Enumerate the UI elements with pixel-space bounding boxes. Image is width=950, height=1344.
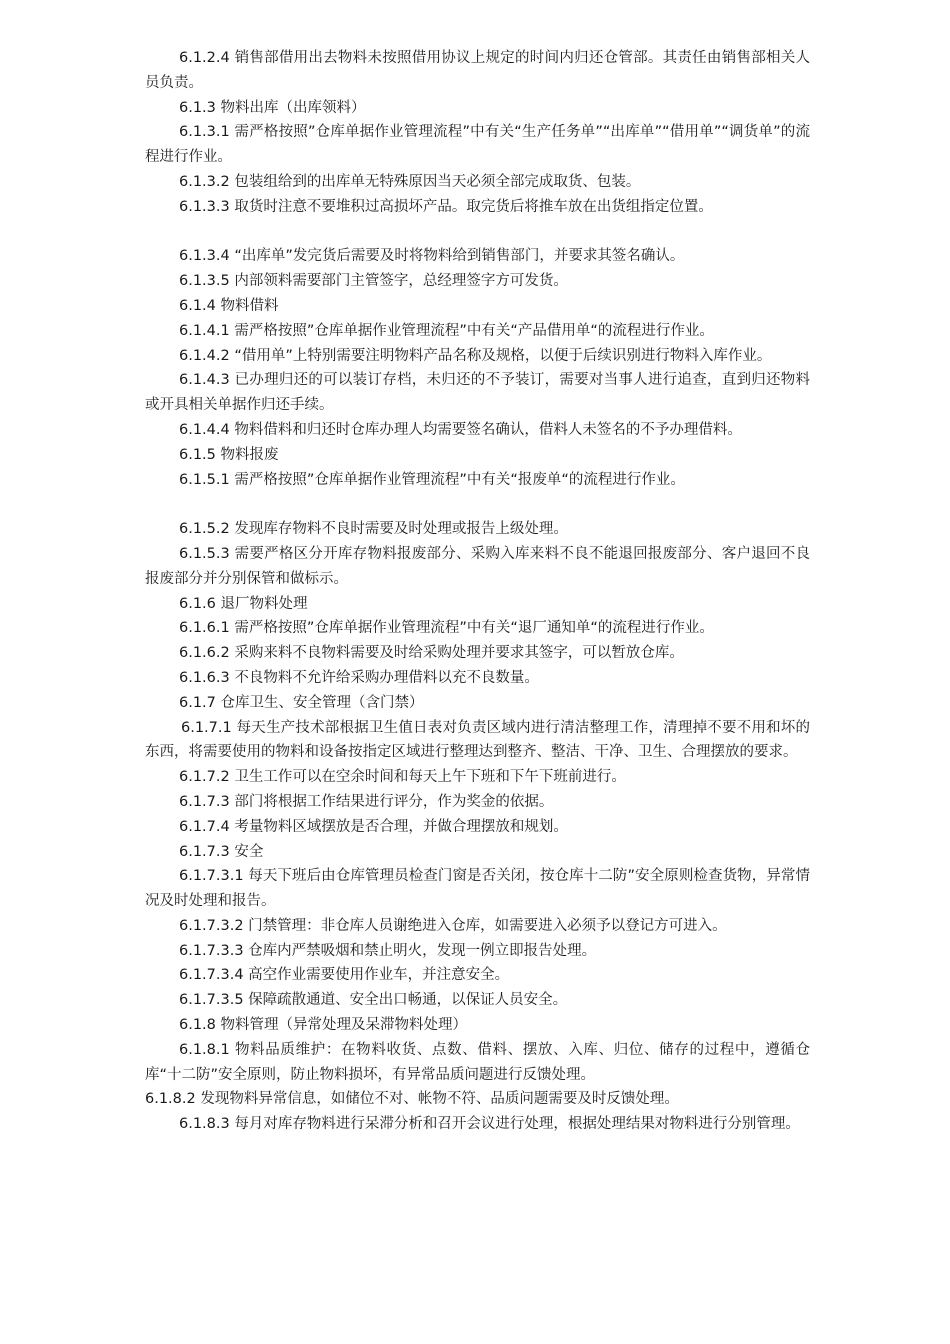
paragraph-6-1-6-2: 6.1.6.2 采购来料不良物料需要及时给采购处理并要求其签字，可以暂放仓库。: [179, 645, 684, 662]
section-heading-6-1-3: 6.1.3 物料出库（出库领料）: [179, 99, 366, 116]
section-heading-6-1-5: 6.1.5 物料报废: [179, 446, 279, 463]
paragraph-6-1-8-1: 6.1.8.1 物料品质维护：在物料收货、点数、借料、摆放、入库、归位、储存的过程中，遵循仓库“十二防”安全原则，防止物料损坏，有异常品质问题进行反馈处理。: [145, 1041, 810, 1083]
paragraph-6-1-5-1: 6.1.5.1 需严格按照”仓库单据作业管理流程”中有关“报废单“的流程进行作业。: [179, 471, 685, 488]
paragraph-6-1-3-3: 6.1.3.3 取货时注意不要堆积过高损坏产品。取完货后将推车放在出货组指定位置。: [179, 198, 713, 215]
paragraph-6-1-7-1: 6.1.7.1 每天生产技术部根据卫生值日表对负责区域内进行清洁整理工作，清理掉不要不用和坏的东西，将需要使用的物料和设备按指定区域进行整理达到整齐、整洁、干净、卫生、合理摆放的要求。: [145, 719, 810, 761]
paragraph-6-1-4-1: 6.1.4.1 需严格按照”仓库单据作业管理流程”中有关“产品借用单“的流程进行作业。: [179, 322, 714, 339]
section-heading-6-1-7: 6.1.7 仓库卫生、安全管理（含门禁）: [179, 694, 424, 711]
paragraph-6-1-2-4: 6.1.2.4 销售部借用出去物料未按照借用协议上规定的时间内归还仓管部。其责任由销售部相关人员负责。: [145, 50, 810, 91]
paragraph-6-1-4-2: 6.1.4.2 “借用单”上特别需要注明物料产品名称及规格，以便于后续识别进行物料入库作业。: [179, 347, 772, 364]
paragraph-6-1-3-2: 6.1.3.2 包装组给到的出库单无特殊原因当天必须全部完成取货、包装。: [179, 173, 641, 190]
paragraph-6-1-5-3: 6.1.5.3 需要严格区分开库存物料报废部分、采购入库来料不良不能退回报废部分、客户退回不良报废部分并分别保管和做标示。: [145, 545, 810, 587]
paragraph-6-1-7-3-4: 6.1.7.3.4 高空作业需要使用作业车，并注意安全。: [179, 967, 510, 984]
paragraph-6-1-6-3: 6.1.6.3 不良物料不允许给采购办理借料以充不良数量。: [179, 669, 539, 686]
document-page: [145, 46, 810, 1137]
paragraph-6-1-7-4: 6.1.7.4 考量物料区域摆放是否合理，并做合理摆放和规划。: [179, 818, 568, 835]
paragraph-6-1-7-3-evaluation: 6.1.7.3 部门将根据工作结果进行评分，作为奖金的依据。: [179, 793, 554, 810]
paragraph-6-1-3-4: 6.1.3.4 “出库单”发完货后需要及时将物料给到销售部门，并要求其签名确认。: [179, 248, 685, 265]
paragraph-6-1-4-3: 6.1.4.3 已办理归还的可以装订存档，未归还的不予装订，需要对当事人进行追查，直到归还物料或开具相关单据作归还手续。: [145, 372, 810, 414]
paragraph-6-1-7-3-3: 6.1.7.3.3 仓库内严禁吸烟和禁止明火，发现一例立即报告处理。: [179, 942, 597, 959]
section-heading-6-1-7-3-safety: 6.1.7.3 安全: [179, 843, 264, 860]
paragraph-6-1-7-3-5: 6.1.7.3.5 保障疏散通道、安全出口畅通，以保证人员安全。: [179, 992, 568, 1009]
paragraph-6-1-7-3-1: 6.1.7.3.1 每天下班后由仓库管理员检查门窗是否关闭，按仓库十二防”安全原则检查货物，异常情况及时处理和报告。: [145, 868, 810, 910]
paragraph-6-1-5-2: 6.1.5.2 发现库存物料不良时需要及时处理或报告上级处理。: [179, 521, 568, 538]
paragraph-6-1-8-2: 6.1.8.2 发现物料异常信息，如储位不对、帐物不符、品质问题需要及时反馈处理。: [145, 1091, 679, 1108]
paragraph-6-1-7-2: 6.1.7.2 卫生工作可以在空余时间和每天上午下班和下午下班前进行。: [179, 769, 626, 786]
paragraph-6-1-8-3: 6.1.8.3 每月对库存物料进行呆滞分析和召开会议进行处理，根据处理结果对物料进行分别管理。: [179, 1116, 800, 1133]
section-heading-6-1-4: 6.1.4 物料借料: [179, 297, 279, 314]
paragraph-6-1-3-5: 6.1.3.5 内部领料需要部门主管签字，总经理签字方可发货。: [179, 273, 568, 290]
section-heading-6-1-8: 6.1.8 物料管理（异常处理及呆滞物料处理）: [179, 1017, 468, 1034]
paragraph-6-1-4-4: 6.1.4.4 物料借料和归还时仓库办理人均需要签名确认，借料人未签名的不予办理借料。: [179, 421, 742, 438]
paragraph-6-1-7-3-2: 6.1.7.3.2 门禁管理：非仓库人员谢绝进入仓库，如需要进入必须予以登记方可进入。: [179, 917, 727, 934]
paragraph-6-1-6-1: 6.1.6.1 需严格按照”仓库单据作业管理流程”中有关“退厂通知单“的流程进行作业。: [179, 620, 714, 637]
paragraph-6-1-3-1: 6.1.3.1 需严格按照”仓库单据作业管理流程”中有关“生产任务单”“出库单”“借用单”“调货单”的流程进行作业。: [145, 124, 810, 166]
section-heading-6-1-6: 6.1.6 退厂物料处理: [179, 595, 308, 612]
